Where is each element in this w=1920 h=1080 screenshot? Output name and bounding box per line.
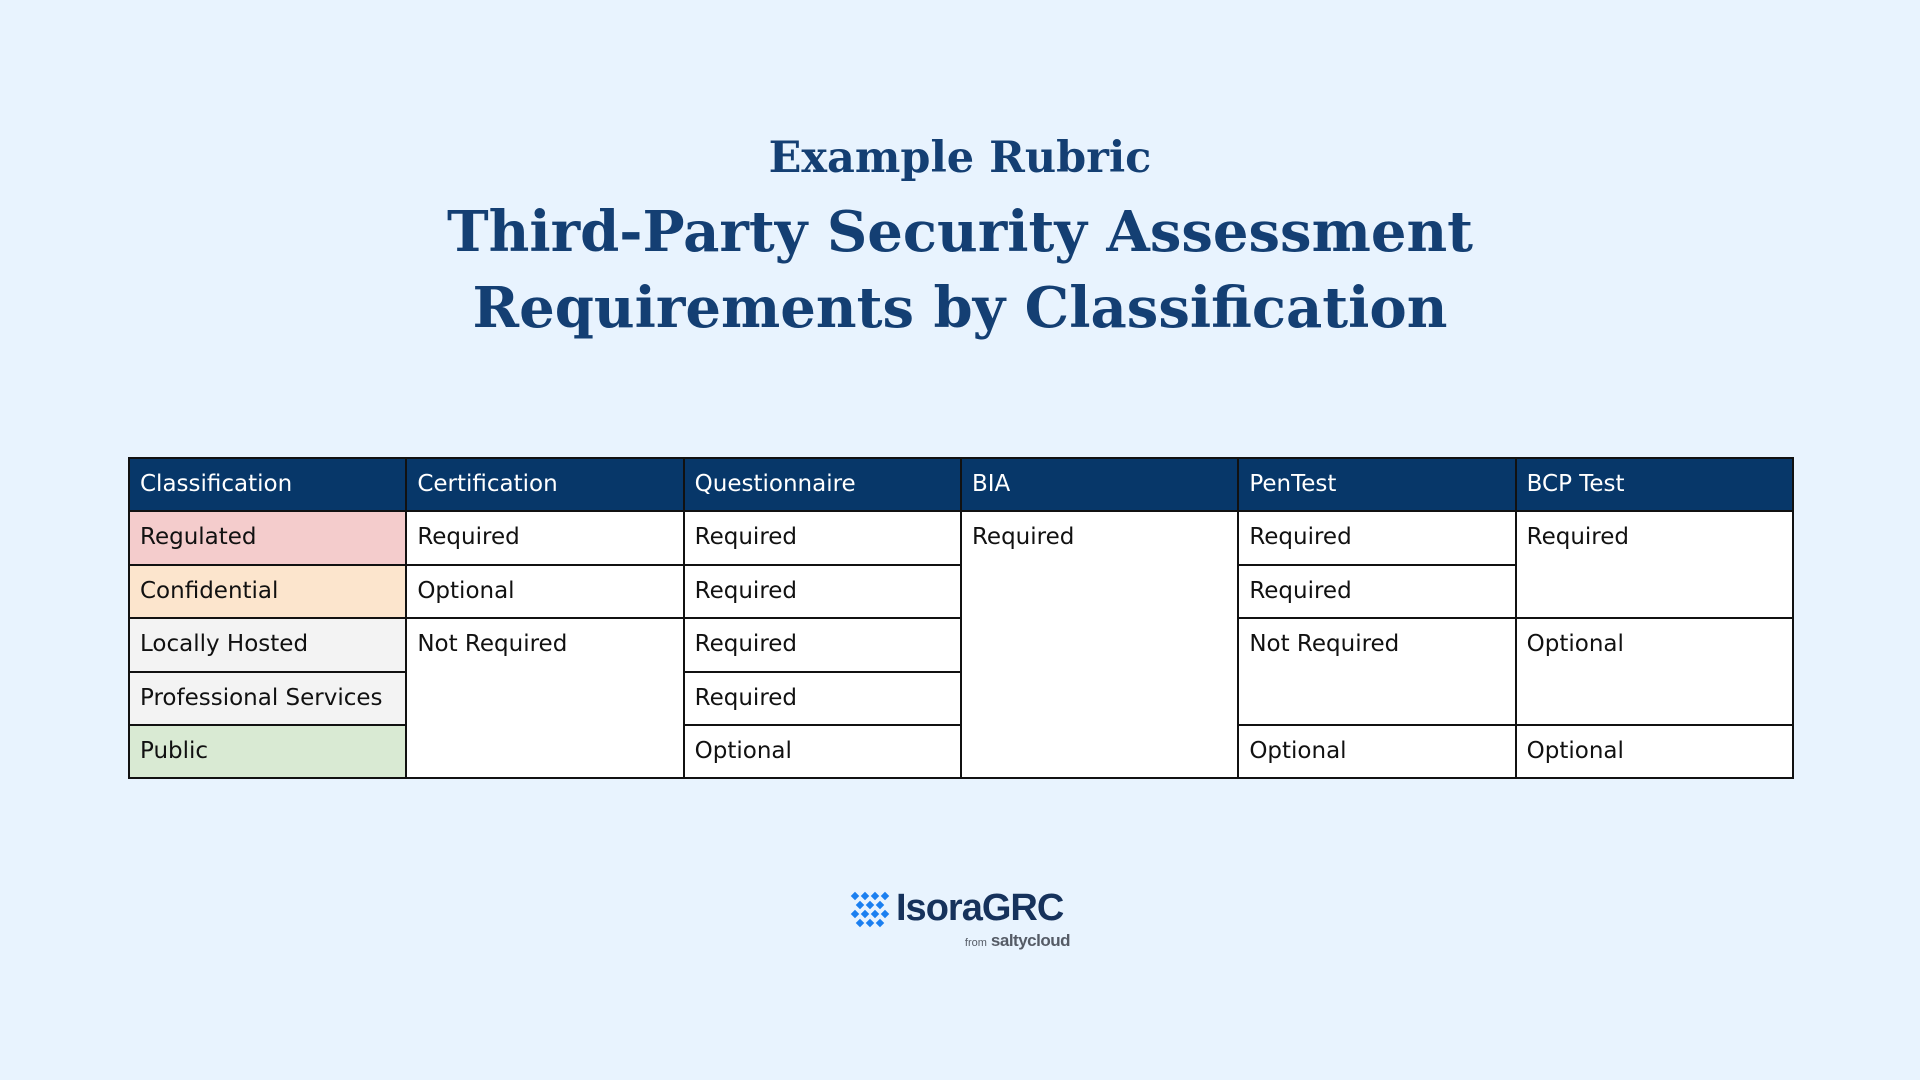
bcp-test-cell: Required (1516, 511, 1793, 618)
logo-wordmark: IsoraGRC (896, 887, 1064, 929)
certification-cell: Optional (406, 565, 683, 618)
certification-cell: Not Required (406, 618, 683, 778)
pentest-cell: Required (1238, 511, 1515, 564)
certification-cell: Required (406, 511, 683, 564)
page-title-line-2: Requirements by Classification (472, 275, 1448, 341)
questionnaire-cell: Required (684, 565, 961, 618)
pentest-cell: Not Required (1238, 618, 1515, 725)
dot-grid-logo-icon (850, 890, 890, 930)
classification-cell: Public (129, 725, 406, 778)
header-certification: Certification (406, 458, 683, 511)
questionnaire-cell: Required (684, 511, 961, 564)
page-subtitle: Example Rubric (768, 133, 1152, 183)
bia-cell: Required (961, 511, 1238, 778)
pentest-cell: Required (1238, 565, 1515, 618)
questionnaire-cell: Optional (684, 725, 961, 778)
table-header-row (129, 458, 1793, 511)
header-classification: Classification (129, 458, 406, 511)
classification-cell: Locally Hosted (129, 618, 406, 671)
questionnaire-cell: Required (684, 618, 961, 671)
rubric-table (128, 457, 1794, 779)
header-questionnaire: Questionnaire (684, 458, 961, 511)
bcp-test-cell: Optional (1516, 618, 1793, 725)
header-bcp-test: BCP Test (1516, 458, 1793, 511)
pentest-cell: Optional (1238, 725, 1515, 778)
table-row (129, 511, 1793, 564)
logo-tagline (965, 932, 1070, 952)
header-bia: BIA (961, 458, 1238, 511)
classification-cell: Regulated (129, 511, 406, 564)
page-title-line-1: Third-Party Security Assessment (446, 199, 1474, 265)
classification-cell: Confidential (129, 565, 406, 618)
isoragrc-logo (850, 888, 1070, 950)
classification-cell: Professional Services (129, 672, 406, 725)
questionnaire-cell: Required (684, 672, 961, 725)
logo-brand-text: saltycloud (990, 931, 1070, 950)
logo-from-text: from (964, 937, 987, 949)
bcp-test-cell: Optional (1516, 725, 1793, 778)
header-pentest: PenTest (1238, 458, 1515, 511)
